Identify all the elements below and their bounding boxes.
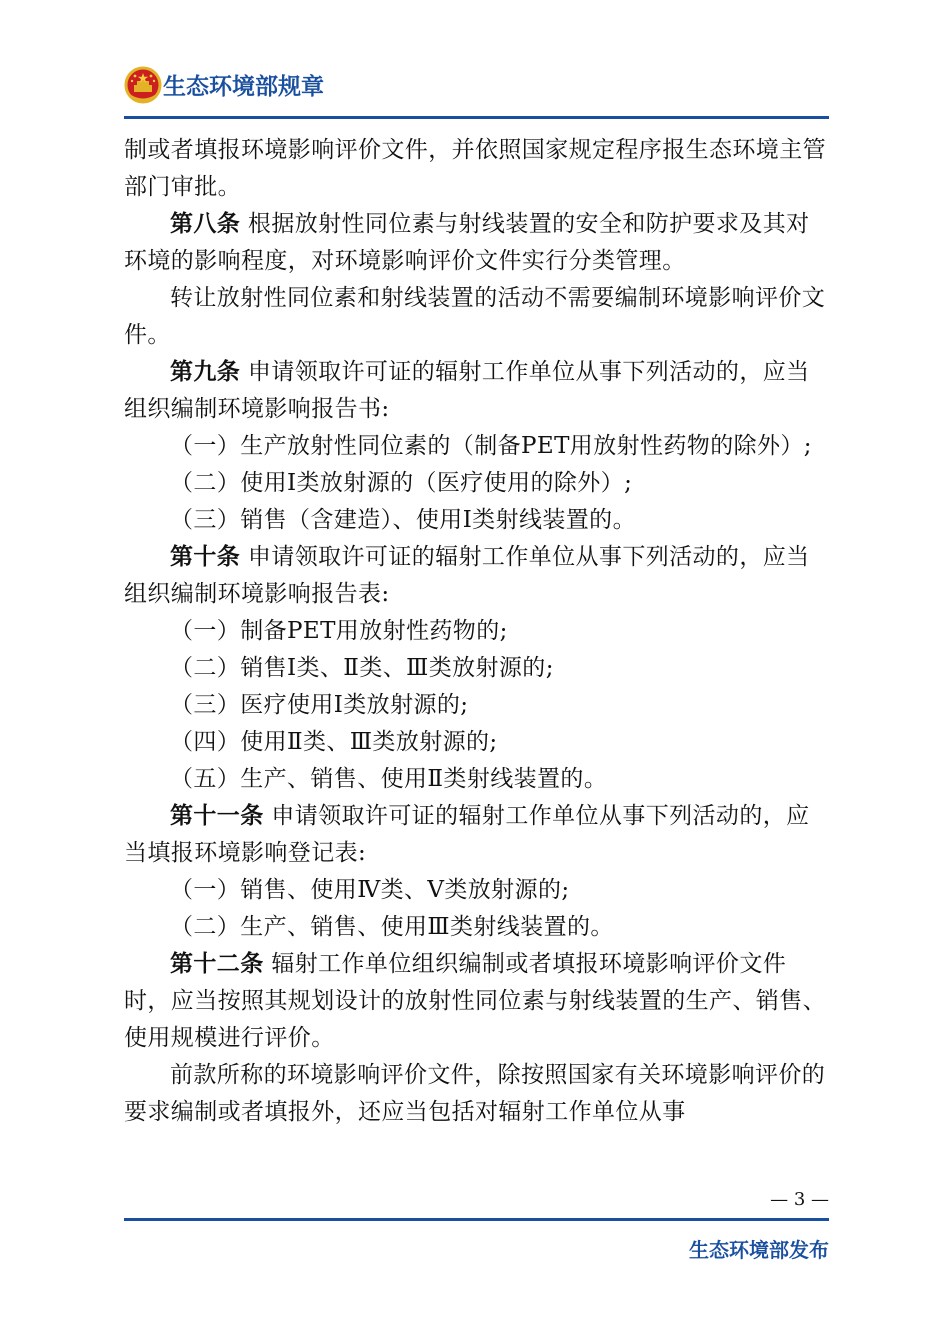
list-item: （三）销售（含建造）、使用Ⅰ类射线装置的。 (170, 507, 636, 533)
list-item: （四）使用Ⅱ类、Ⅲ类放射源的; (170, 729, 498, 755)
article-heading: 第十条 (170, 544, 241, 570)
article-heading: 第八条 (170, 211, 241, 237)
article-8: 第八条 根据放射性同位素与射线装置的安全和防护要求及其对环境的影响程度，对环境影响评价文件实行分类管理。 (124, 211, 810, 274)
header-title: 生态环境部规章 (163, 74, 324, 100)
list-item: （五）生产、销售、使用Ⅱ类射线装置的。 (170, 766, 608, 792)
article-heading: 第十二条 (170, 951, 264, 977)
list-item: （三）医疗使用Ⅰ类放射源的; (170, 692, 469, 718)
article-heading: 第十一条 (170, 803, 264, 829)
list-item: （二）销售Ⅰ类、Ⅱ类、Ⅲ类放射源的; (170, 655, 554, 681)
list-item: （二）生产、销售、使用Ⅲ类射线装置的。 (170, 914, 614, 940)
list-item: （二）使用Ⅰ类放射源的（医疗使用的除外）; (170, 470, 633, 496)
article-heading: 第九条 (170, 359, 241, 385)
paragraph: 制或者填报环境影响评价文件，并依照国家规定程序报生态环境主管部门审批。 (124, 137, 826, 200)
list-item: （一）制备PET用放射性药物的; (170, 618, 508, 644)
list-item: （一）销售、使用Ⅳ类、Ⅴ类放射源的; (170, 877, 570, 903)
header-divider (124, 116, 829, 119)
article-10: 第十条 申请领取许可证的辐射工作单位从事下列活动的，应当组织编制环境影响报告表: (124, 544, 810, 607)
article-9: 第九条 申请领取许可证的辐射工作单位从事下列活动的，应当组织编制环境影响报告书: (124, 359, 810, 422)
paragraph: 转让放射性同位素和射线装置的活动不需要编制环境影响评价文件。 (124, 285, 826, 348)
article-12: 第十二条 辐射工作单位组织编制或者填报环境影响评价文件时，应当按照其规划设计的放射性同位素与射线装置的生产、销售、使用规模进行评价。 (124, 951, 826, 1051)
page-header (124, 66, 829, 110)
footer-divider (124, 1218, 829, 1221)
list-item: （一）生产放射性同位素的（制备PET用放射性药物的除外）; (170, 433, 812, 459)
document-body (124, 132, 829, 1131)
page-number: — 3 — (770, 1189, 829, 1210)
national-emblem-icon (124, 66, 162, 106)
paragraph: 前款所称的环境影响评价文件，除按照国家有关环境影响评价的要求编制或者填报外，还应当包括对辐射工作单位从事 (124, 1062, 826, 1125)
article-11: 第十一条 申请领取许可证的辐射工作单位从事下列活动的，应当填报环境影响登记表: (124, 803, 810, 866)
footer-publisher: 生态环境部发布 (689, 1238, 829, 1262)
